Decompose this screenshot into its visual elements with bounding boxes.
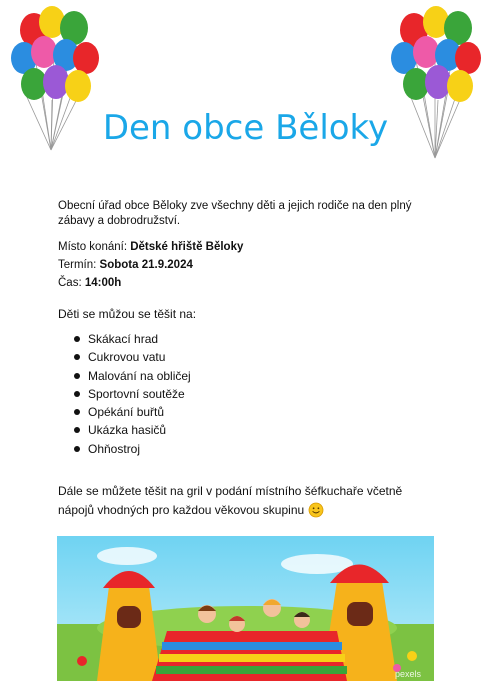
intro-paragraph: Obecní úřad obce Běloky zve všechny děti a jejich rodiče na den plný zábavy a dobrodružství.: [58, 200, 412, 227]
time-label: Čas:: [58, 277, 85, 289]
watermark: pexels: [395, 669, 422, 679]
time-line: [58, 274, 243, 292]
outro-text: Dále se můžete těšit na gril v podání místního šéfkuchaře včetně nápojů vhodných pro každou věkovou skupinu: [58, 484, 403, 517]
list-item: Skákací hrad: [58, 330, 191, 348]
page-title: Den obce Běloky: [102, 108, 389, 148]
bouncy-castle-image: [57, 536, 434, 681]
list-item: Malování na obličej: [58, 367, 191, 385]
outro-paragraph: [58, 482, 438, 520]
list-item: Sportovní soutěže: [58, 385, 191, 403]
event-info: [58, 238, 243, 292]
smiley-icon: [308, 502, 324, 518]
date-value: Sobota 21.9.2024: [99, 259, 193, 271]
time-value: 14:00h: [84, 277, 122, 289]
place-label: Místo konání:: [58, 241, 131, 253]
date-line: [58, 256, 243, 274]
list-item: Ukázka hasičů: [58, 421, 191, 439]
list-item: Ohňostroj: [58, 440, 191, 458]
list-item: Opékání buřtů: [58, 403, 191, 421]
activities-lead: Děti se můžou se těšit na:: [58, 307, 197, 321]
place-line: [58, 238, 243, 256]
list-item: Cukrovou vatu: [58, 348, 191, 366]
date-label: Termín:: [58, 259, 100, 271]
place-value: Dětské hřiště Běloky: [130, 241, 244, 253]
activities-list: [58, 330, 191, 458]
